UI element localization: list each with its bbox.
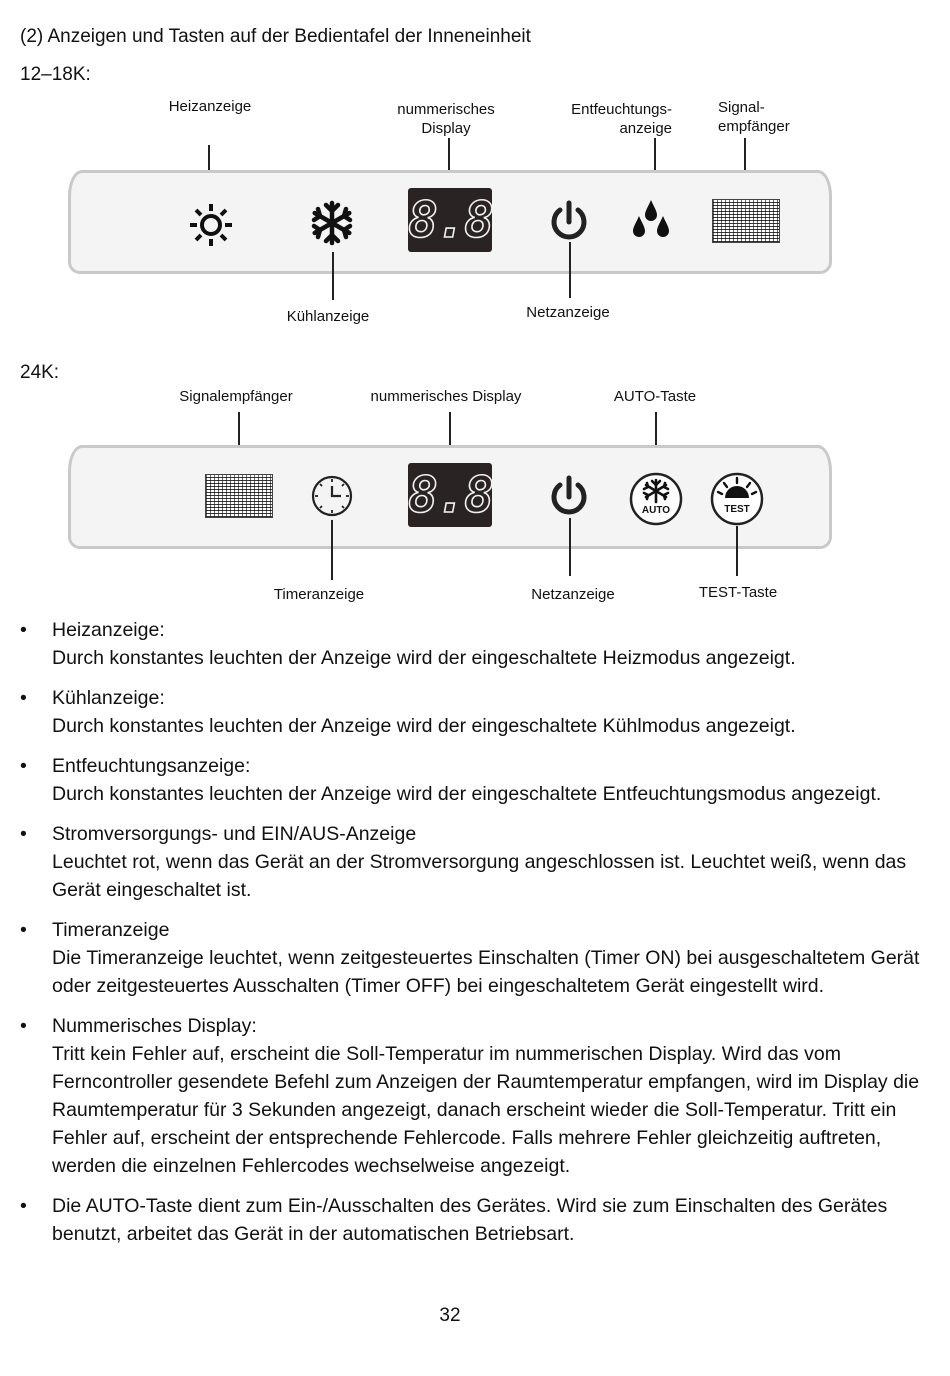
snowflake-icon xyxy=(309,200,355,246)
item-title: Nummerisches Display: xyxy=(52,1015,257,1037)
list-item xyxy=(20,820,920,904)
label-netz: Netzanzeige xyxy=(526,304,610,321)
signal-receiver-grille xyxy=(205,474,273,518)
label-netz-24k: Netzanzeige xyxy=(531,586,615,603)
test-button[interactable] xyxy=(710,472,764,526)
leader-line xyxy=(569,242,571,298)
item-title: Stromversorgungs- und EIN/AUS-Anzeige xyxy=(52,823,417,845)
test-button-icon xyxy=(710,472,764,526)
item-text: Die Timeranzeige leuchtet, wenn zeitgesteuertes Einschalten (Timer ON) bei ausgeschaltetem Gerät oder zeitgesteuertes Ausschalten (Timer OFF) bei eingeschaltetem Gerät eingestellt wird. xyxy=(52,947,920,997)
description-list xyxy=(20,616,920,1260)
leader-line xyxy=(736,526,738,576)
auto-button-icon xyxy=(629,472,683,526)
list-item xyxy=(20,1012,920,1180)
item-title: Entfeuchtungsanzeige: xyxy=(52,755,251,777)
leader-line xyxy=(569,518,571,576)
bullet-dot: • xyxy=(20,919,27,941)
page-number: 32 xyxy=(439,1305,461,1326)
section-title: (2) Anzeigen und Tasten auf der Bedientafel der Inneneinheit xyxy=(20,26,531,47)
clock-icon xyxy=(310,474,354,518)
bullet-dot: • xyxy=(20,1015,27,1037)
label-display-24k: nummerisches Display xyxy=(370,388,522,405)
leader-line xyxy=(332,252,334,300)
item-title: Timeranzeige xyxy=(52,919,170,941)
item-text: Tritt kein Fehler auf, erscheint die Soll-Temperatur im nummerischen Display. Wird das vom Ferncontroller gesendete Befehl zum Anzeigen der Raumtemperatur empfangen, wird im Display die Raumtemperatur für 3 Sekunden angezeigt, danach erscheint wieder die Soll-Temperatur. Tritt ein Fehler auf, erscheint der entsprechende Fehlercode. Falls mehrere Fehler gleichzeitig auftreten, werden die einzelnen Fehlercodes wechselweise angezeigt. xyxy=(52,1043,920,1177)
bullet-dot: • xyxy=(20,1195,27,1217)
label-auto: AUTO-Taste xyxy=(613,388,697,405)
display-digits: 8.8 xyxy=(407,466,493,524)
droplets-icon xyxy=(631,198,671,242)
auto-button[interactable] xyxy=(629,472,683,526)
item-title: Kühlanzeige: xyxy=(52,687,165,709)
list-item xyxy=(20,916,920,1000)
signal-receiver-grille xyxy=(712,199,780,243)
auto-button-text: AUTO xyxy=(641,505,671,516)
label-test: TEST-Taste xyxy=(698,584,778,601)
list-item xyxy=(20,752,920,808)
label-entfeuchtung: Entfeuchtungs- anzeige xyxy=(571,101,672,137)
heading-24k: 24K: xyxy=(20,362,60,383)
list-item xyxy=(20,684,920,740)
power-icon xyxy=(548,200,590,244)
item-text: Durch konstantes leuchten der Anzeige wird der eingeschaltete Entfeuchtungsmodus angezeigt. xyxy=(52,783,882,805)
label-kuehl: Kühlanzeige xyxy=(286,308,370,325)
list-item xyxy=(20,1192,920,1248)
display-digits: 8.8 xyxy=(407,191,493,249)
item-text: Leuchtet rot, wenn das Gerät an der Stromversorgung angeschlossen ist. Leuchtet weiß, wenn das Gerät eingeschaltet ist. xyxy=(52,851,907,901)
item-text: Die AUTO-Taste dient zum Ein-/Ausschalten des Gerätes. Wird sie zum Einschalten des Gerätes benutzt, arbeitet das Gerät in der automatischen Betriebsart. xyxy=(52,1195,888,1245)
sun-icon xyxy=(189,203,233,247)
label-display: nummerisches Display xyxy=(397,101,495,137)
item-text: Durch konstantes leuchten der Anzeige wird der eingeschaltete Kühlmodus angezeigt. xyxy=(52,715,796,737)
power-icon xyxy=(548,475,590,519)
list-item xyxy=(20,616,920,672)
label-signal-24k: Signalempfänger xyxy=(179,388,293,405)
label-heizanzeige: Heizanzeige xyxy=(168,98,252,115)
bullet-dot: • xyxy=(20,687,27,709)
item-title: Heizanzeige: xyxy=(52,619,165,641)
label-signal: Signal- empfänger xyxy=(718,99,790,135)
bullet-dot: • xyxy=(20,619,27,641)
numeric-display xyxy=(408,463,492,527)
test-button-text: TEST xyxy=(724,504,750,515)
numeric-display xyxy=(408,188,492,252)
label-timer: Timeranzeige xyxy=(273,586,365,603)
item-text: Durch konstantes leuchten der Anzeige wird der eingeschaltete Heizmodus angezeigt. xyxy=(52,647,796,669)
leader-line xyxy=(331,520,333,580)
bullet-dot: • xyxy=(20,755,27,777)
heading-12-18k: 12–18K: xyxy=(20,64,91,85)
bullet-dot: • xyxy=(20,823,27,845)
